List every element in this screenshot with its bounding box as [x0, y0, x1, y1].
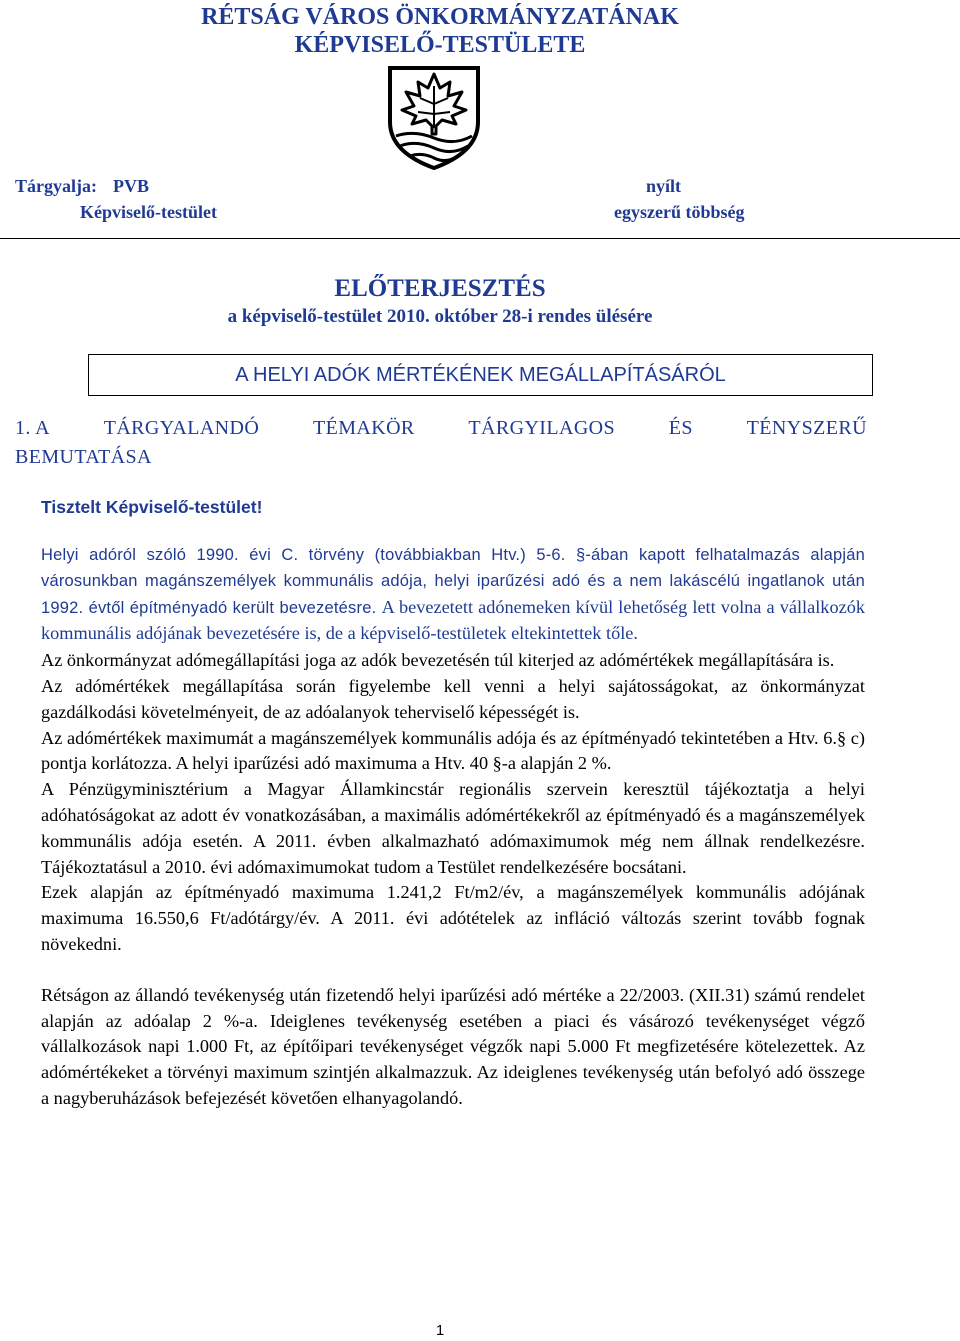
- section-word: 1. A: [15, 417, 50, 439]
- section-word: TÁRGYILAGOS: [468, 417, 616, 439]
- document-type-title: ELŐTERJESZTÉS: [334, 275, 546, 302]
- paragraph: A Pénzügyminisztérium a Magyar Államkincstár regionális szervein keresztül tájékoztatja a helyi adóhatóságokat az adott év vonatkozásában, a maximális adómértékekről az építményadó és a magánszemélyek kommunális adója esetén. A 2011. évben alkalmazható adómaximumok még nem állnak rendelkezésre. Tájékoztatásul a 2010. évi adómaximumokat tudom a Testület rendelkezésére bocsátani.: [41, 779, 865, 877]
- council-title-line2: KÉPVISELŐ-TESTÜLETE: [294, 32, 586, 58]
- separator-line: [0, 238, 960, 239]
- greeting: Tisztelt Képviselő-testület!: [41, 497, 263, 517]
- body-text: [41, 543, 865, 1112]
- section-word: ÉS: [668, 417, 693, 439]
- paragraph: Ezek alapján az építményadó maximuma 1.241,2 Ft/m2/év, a magánszemélyek kommunális adójának maximuma 16.550,6 Ft/adótárgy/év. A 2011. évi adótételek az infláció változás szerint tovább fognak növekedni.: [41, 882, 865, 954]
- page-number: 1: [435, 1322, 445, 1339]
- section-word: TÉNYSZERŰ: [746, 417, 867, 439]
- council-title-line1: RÉTSÁG VÁROS ÖNKORMÁNYZATÁNAK: [201, 4, 679, 30]
- section-word: TÉMAKÖR: [312, 417, 415, 439]
- paragraph-text: A bevezetett adónemeken kívül lehetőség lett volna a vállalkozók kommunális adójának bevezetésére is, de a képviselő-testületek eltekintettek tőle.: [41, 596, 865, 644]
- section-heading-line2: BEMUTATÁSA: [15, 446, 152, 468]
- coat-of-arms-icon: [384, 64, 484, 172]
- paragraph: Az adómértékek megállapítása során figyelembe kell venni a helyi sajátosságokat, az önkormányzat gazdálkodási követelményeit, de az adóalanyok teherviselő képességét is.: [41, 675, 865, 722]
- majority-type: egyszerű többség: [614, 202, 745, 222]
- paragraph: Az önkormányzat adómegállapítási joga az adók bevezetésén túl kiterjed az adómértékek megállapítására is.: [41, 650, 835, 671]
- paragraph-text: Helyi adóról szóló 1990. évi C. törvény (továbbiakban Htv.) 5-6. §-ában kapott felhatalmazás alapján városunkban magánszemélyek kommunális adója, helyi iparűzési adó és a nem lakáscélú ingatlanok után 1992. évtől építményadó került bevezetésre.: [41, 546, 865, 617]
- topic-title: A HELYI ADÓK MÉRTÉKÉNEK MEGÁLLAPÍTÁSÁRÓL: [235, 364, 726, 386]
- paragraph: Rétságon az állandó tevékenység után fizetendő helyi iparűzési adó mértéke a 22/2003. (XII.31) számú rendelet alapján az adóalap 2 %-a. Ideiglenes tevékenység esetében a piaci és vásározó tevékenységet végző vállalkozások napi 1.000 Ft, az építőipari tevékenységet végzők napi 5.000 Ft megfizetésére kötelezettek. Az adómértékeket a törvényi maximum szintjén alkalmazzuk. Az ideiglenes tevékenység után befolyó adó összege a nagyberuházások befejezését követően elhanyagolandó.: [41, 984, 865, 1108]
- paragraph-intro: [41, 543, 865, 648]
- section-word: TÁRGYALANDÓ: [103, 417, 260, 439]
- discussed-by-pvb: PVB: [113, 176, 149, 196]
- section-heading: [15, 414, 867, 472]
- session-type: nyílt: [646, 176, 682, 196]
- meeting-subtitle: a képviselő-testület 2010. október 28-i rendes ülésére: [227, 306, 653, 327]
- section-heading-line1: [15, 414, 867, 443]
- discussed-by-label: Tárgyalja:: [15, 176, 97, 196]
- discussed-by-council: Képviselő-testület: [80, 202, 217, 222]
- paragraph: Az adómértékek maximumát a magánszemélyek kommunális adója és az építményadó tekintetében a Htv. 6.§ c) pontja korlátozza. A helyi iparűzési adó maximuma a Htv. 40 §-a alapján 2 %.: [41, 727, 865, 774]
